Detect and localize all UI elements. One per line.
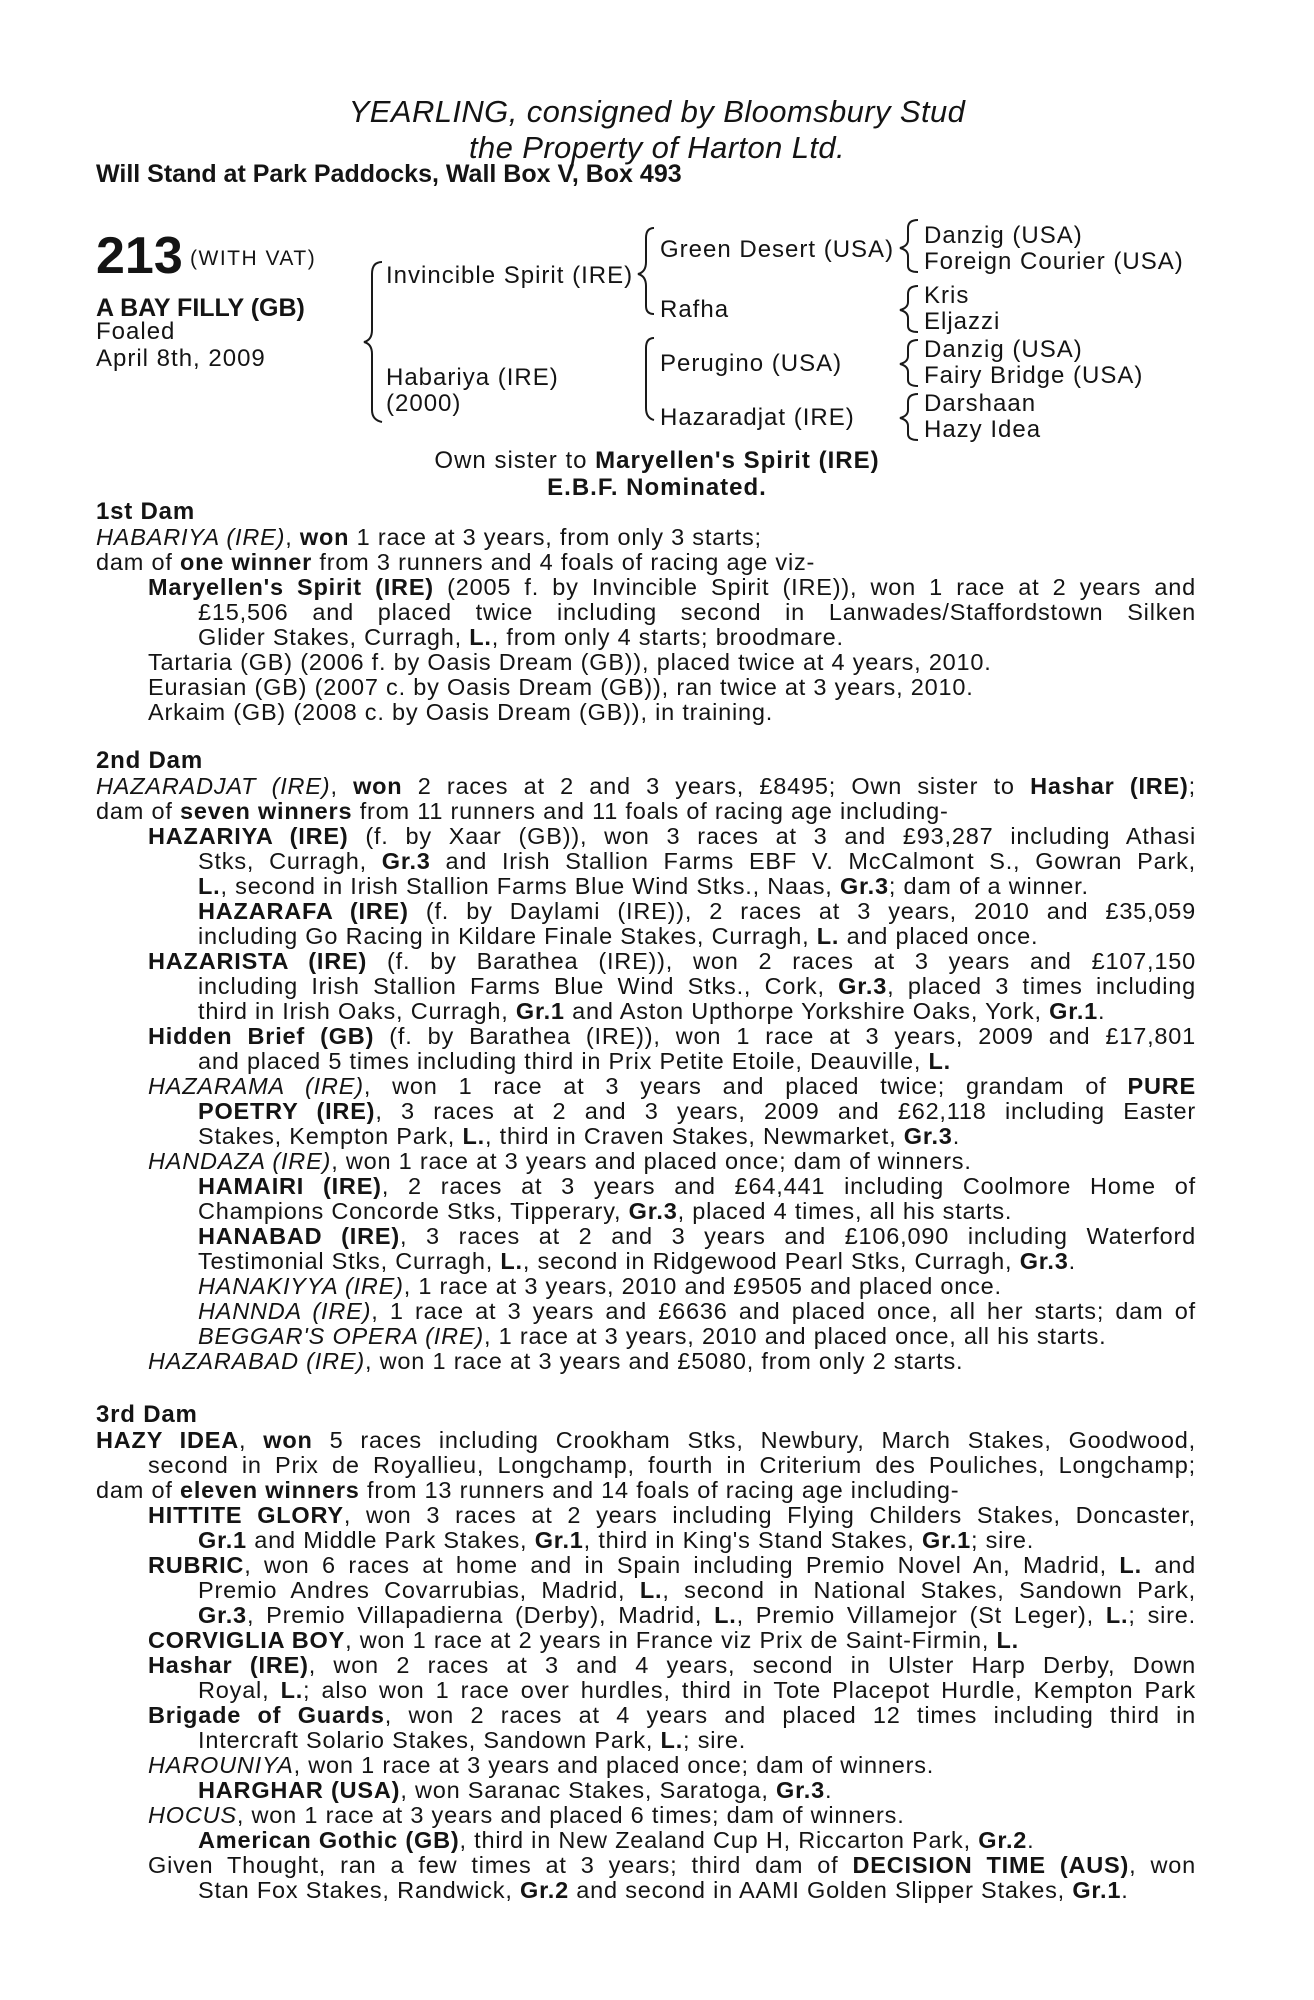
bold-run: Gr.3 [381, 848, 431, 874]
text-run: Stakes, Kempton Park, [198, 1123, 463, 1149]
text-line [96, 1528, 1196, 1553]
text-run: , [239, 1427, 264, 1453]
bold-run: L. [714, 1602, 737, 1628]
third-dam-title: 3rd Dam [96, 1401, 198, 1428]
second-dam-title: 2nd Dam [96, 747, 203, 774]
text-run: , second in Irish Stallion Farms Blue Wind Stks., Naas, [220, 873, 840, 899]
text-run: 1 race at 3 years, from only 3 starts; [349, 524, 762, 550]
text-run: including Go Racing in Kildare Finale Stakes, Curragh, [198, 923, 817, 949]
italic-run: HOCUS [148, 1802, 237, 1828]
text-line [96, 1803, 1196, 1828]
text-run: , won 1 race at 3 years and placed twice; grandam of [363, 1073, 1128, 1099]
text-run: , from only 4 starts; broodmare. [491, 624, 844, 650]
text-run: Stks, Curragh, [198, 848, 382, 874]
text-run: , won 3 races at 2 years including Flying Childers Stakes, Doncaster, [343, 1502, 1196, 1528]
pedigree-dam-dam: Hazaradjat (IRE) [660, 404, 855, 431]
text-run: 2 races at 2 and 3 years, £8495; Own sister to [402, 773, 1031, 799]
bold-run: L. [280, 1677, 304, 1703]
bold-run: Hidden Brief (GB) [148, 1023, 375, 1049]
text-line [96, 1149, 1196, 1174]
bold-run: Gr.1 [515, 998, 565, 1024]
text-run: (f. by Daylami (IRE)), 2 races at 3 years, 2010 and £35,059 [408, 898, 1196, 924]
bold-run: won [299, 524, 350, 550]
text-run: , third in New Zealand Cup H, Riccarton Park, [459, 1827, 979, 1853]
text-run: , 1 race at 3 years, 2010 and £9505 and placed once. [403, 1273, 1002, 1299]
text-run: ; dam of a winner. [888, 873, 1089, 899]
pedigree-sds: Kris [924, 282, 970, 309]
pedigree-sire: Invincible Spirit (IRE) [386, 262, 634, 289]
italic-run: HANDAZA (IRE) [148, 1148, 332, 1174]
text-run: ; sire. [970, 1527, 1035, 1553]
text-run: . [1121, 1877, 1129, 1903]
text-run: £15,506 and placed twice including second in Lanwades/Staffordstown Silken [198, 599, 1196, 625]
bold-run: L. [660, 1727, 684, 1753]
bold-run: Gr.3 [628, 1198, 678, 1224]
text-line [96, 1578, 1196, 1603]
bold-run: Gr.1 [1072, 1877, 1122, 1903]
bold-run: L. [462, 1123, 485, 1149]
text-run: , won Saranac Stakes, Saratoga, [400, 1777, 777, 1803]
text-line [96, 1603, 1196, 1628]
text-line [96, 650, 1196, 675]
text-run: , 1 race at 3 years, 2010 and placed once, all his starts. [484, 1323, 1107, 1349]
text-run: . [1068, 1248, 1076, 1274]
text-line [96, 1828, 1196, 1853]
bold-run: Gr.1 [198, 1527, 247, 1553]
bold-run: American Gothic (GB) [198, 1827, 460, 1853]
bold-run: Gr.1 [1049, 998, 1099, 1024]
pedigree-ddd: Hazy Idea [924, 416, 1042, 443]
text-run: and Aston Upthorpe Yorkshire Oaks, York, [564, 998, 1050, 1024]
text-run: Arkaim (GB) (2008 c. by Oasis Dream (GB)), in training. [148, 699, 774, 725]
text-line [96, 1753, 1196, 1778]
text-run: , third in Craven Stakes, Newmarket, [484, 1123, 904, 1149]
text-line [96, 525, 1196, 550]
text-run: , 3 races at 2 and 3 years and £106,090 including Waterford [399, 1223, 1196, 1249]
text-run: , 1 race at 3 years and £6636 and placed once, all her starts; dam of [371, 1298, 1196, 1324]
text-line [96, 999, 1196, 1024]
pedigree-dsd: Fairy Bridge (USA) [924, 362, 1144, 389]
bold-run: Gr.3 [903, 1123, 953, 1149]
text-run: dam of [96, 798, 180, 824]
text-line [96, 1274, 1196, 1299]
text-run: (f. by Barathea (IRE)), won 1 race at 3 years, 2009 and £17,801 [374, 1023, 1197, 1049]
text-run: . [952, 1123, 961, 1149]
lot-number: 213 [96, 227, 183, 285]
text-run: including Irish Stallion Farms Blue Wind Stks., Cork, [198, 973, 839, 999]
text-line [96, 1224, 1196, 1249]
bold-run: one winner [179, 549, 313, 575]
text-line [96, 600, 1196, 625]
text-line [96, 899, 1196, 924]
bold-run: Maryellen's Spirit (IRE) [148, 574, 434, 600]
sister-note [0, 447, 1314, 475]
italic-run: HANAKIYYA (IRE) [198, 1273, 404, 1299]
bold-run: Gr.1 [534, 1527, 584, 1553]
text-run: , 2 races at 3 years and £64,441 including Coolmore Home of [381, 1173, 1196, 1199]
bold-run: L. [1105, 1602, 1129, 1628]
text-run: , Premio Villapadierna (Derby), Madrid, [246, 1602, 715, 1628]
text-run: . [1027, 1827, 1035, 1853]
text-line [96, 1099, 1196, 1124]
text-run: , won 1 race at 3 years and £5080, from only 2 starts. [365, 1348, 964, 1374]
text-line [96, 675, 1196, 700]
text-run: Tartaria (GB) (2006 f. by Oasis Dream (GB)), placed twice at 4 years, 2010. [148, 649, 992, 675]
text-line [96, 974, 1196, 999]
bold-run: L. [928, 1048, 952, 1074]
italic-run: HANNDA (IRE) [198, 1298, 372, 1324]
bold-run: CORVIGLIA BOY [148, 1627, 346, 1653]
bold-run: Gr.3 [776, 1777, 825, 1803]
text-run: , won 1 race at 3 years and placed once; dam of winners. [331, 1148, 972, 1174]
bold-run: eleven winners [179, 1477, 360, 1503]
text-line [96, 774, 1196, 799]
text-run: ; [1188, 773, 1196, 799]
first-dam-section [96, 499, 1196, 725]
sister-prefix: Own sister to [434, 447, 596, 474]
text-line [96, 1124, 1196, 1149]
text-line [96, 874, 1196, 899]
consignment-line: YEARLING, consigned by Bloomsbury Stud [348, 94, 966, 129]
bold-run: Gr.3 [198, 1602, 247, 1628]
bold-run: HAZY IDEA [96, 1427, 240, 1453]
text-run: ; also won 1 race over hurdles, third in Tote Placepot Hurdle, Kempton Park [303, 1677, 1196, 1703]
bold-run: HANABAD (IRE) [198, 1223, 400, 1249]
text-line [96, 1299, 1196, 1324]
text-run: dam of [96, 549, 180, 575]
bold-run: won [263, 1427, 313, 1453]
text-run: Eurasian (GB) (2007 c. by Oasis Dream (GB)), ran twice at 3 years, 2010. [148, 674, 974, 700]
text-run: and Middle Park Stakes, [246, 1527, 535, 1553]
lot-title: A BAY FILLY (GB) [96, 294, 305, 322]
text-run: , placed 3 times including [887, 973, 1196, 999]
text-line [96, 1453, 1196, 1478]
text-run: Glider Stakes, Curragh, [198, 624, 470, 650]
text-line [96, 1478, 1196, 1503]
text-line [96, 625, 1196, 650]
bold-run: Gr.3 [838, 973, 888, 999]
italic-run: HAZARABAD (IRE) [148, 1348, 365, 1374]
pedigree-dss: Danzig (USA) [924, 336, 1083, 363]
text-line [96, 849, 1196, 874]
text-run: Premio Andres Covarrubias, Madrid, [198, 1577, 640, 1603]
text-line [96, 1653, 1196, 1678]
text-line [96, 1024, 1196, 1049]
text-line [96, 824, 1196, 849]
bold-run: DECISION TIME (AUS) [852, 1852, 1130, 1878]
bold-run: Gr.2 [520, 1877, 569, 1903]
text-run: ; sire. [1128, 1602, 1196, 1628]
bold-run: L. [1119, 1552, 1142, 1578]
text-run: ; sire. [683, 1727, 747, 1753]
second-dam-section [96, 748, 1196, 1374]
text-line [96, 1349, 1196, 1374]
text-line [96, 1074, 1196, 1099]
text-run: Intercraft Solario Stakes, Sandown Park, [198, 1727, 661, 1753]
pedigree-dam: Habariya (IRE) [386, 364, 559, 391]
pedigree-dam-sire: Perugino (USA) [660, 350, 843, 377]
bold-run: HAZARIYA (IRE) [148, 823, 349, 849]
bold-run: Gr.3 [839, 873, 889, 899]
text-run: , third in King's Stand Stakes, [583, 1527, 923, 1553]
bold-run: HAZARAFA (IRE) [198, 898, 409, 924]
bold-run: Gr.2 [978, 1827, 1028, 1853]
sister-name: Maryellen's Spirit (IRE) [595, 447, 880, 474]
bold-run: Hashar (IRE) [148, 1652, 309, 1678]
text-line [96, 1678, 1196, 1703]
third-dam-section [96, 1402, 1196, 1903]
text-line [96, 550, 1196, 575]
text-line [96, 575, 1196, 600]
text-line [96, 799, 1196, 824]
text-run: , second in National Stakes, Sandown Park, [662, 1577, 1196, 1603]
bold-run: Gr.3 [1019, 1248, 1069, 1274]
text-run: , [330, 773, 354, 799]
text-run: second in Prix de Royallieu, Longchamp, fourth in Criterium des Pouliches, Longchamp; [148, 1452, 1196, 1478]
pedigree-sire-dam: Rafha [660, 296, 730, 323]
text-run: Champions Concorde Stks, Tipperary, [198, 1198, 629, 1224]
text-run: (2005 f. by Invincible Spirit (IRE)), won 1 race at 2 years and [433, 574, 1196, 600]
text-line [96, 1853, 1196, 1878]
pedigree-dam-year: (2000) [386, 390, 462, 417]
text-run: from 11 runners and 11 foals of racing age including- [352, 798, 949, 824]
bold-run: L. [469, 624, 492, 650]
bold-run: seven winners [179, 798, 353, 824]
text-run: 5 races including Crookham Stks, Newbury, March Stakes, Goodwood, [312, 1427, 1196, 1453]
text-run: and second in AAMI Golden Slipper Stakes, [568, 1877, 1073, 1903]
text-run: and placed 5 times including third in Prix Petite Etoile, Deauville, [198, 1048, 929, 1074]
bold-run: HAZARISTA (IRE) [148, 948, 368, 974]
text-run: , won 6 races at home and in Spain including Premio Novel An, Madrid, [244, 1552, 1120, 1578]
text-line [96, 1778, 1196, 1803]
text-line [96, 1878, 1196, 1903]
pedigree-sdd: Eljazzi [924, 308, 1001, 335]
bold-run: HAMAIRI (IRE) [198, 1173, 382, 1199]
text-run: Testimonial Stks, Curragh, [198, 1248, 501, 1274]
text-line [96, 1174, 1196, 1199]
text-line [96, 1249, 1196, 1274]
foaled-label: Foaled [96, 318, 176, 345]
text-run: Stan Fox Stakes, Randwick, [198, 1877, 521, 1903]
text-run: , placed 4 times, all his starts. [677, 1198, 1013, 1224]
text-line [96, 1553, 1196, 1578]
pedigree-dds: Darshaan [924, 390, 1037, 417]
foaled-date: April 8th, 2009 [96, 345, 266, 372]
text-run: third in Irish Oaks, Curragh, [198, 998, 516, 1024]
bold-run: L. [198, 873, 221, 899]
bold-run: L. [996, 1627, 1019, 1653]
text-line [96, 949, 1196, 974]
text-run: , won 1 race at 3 years and placed once; dam of winners. [293, 1752, 935, 1778]
bold-run: L. [639, 1577, 663, 1603]
bold-run: L. [816, 923, 840, 949]
ownership-line: the Property of Harton Ltd. [468, 130, 846, 165]
text-run: , won 1 race at 3 years and placed 6 times; dam of winners. [236, 1802, 905, 1828]
first-dam-title: 1st Dam [96, 498, 195, 525]
text-run: from 13 runners and 14 foals of racing age including- [359, 1477, 960, 1503]
text-line [96, 1324, 1196, 1349]
bold-run: PURE [1127, 1073, 1196, 1099]
italic-run: HAZARADJAT (IRE) [96, 773, 331, 799]
text-run: (f. by Barathea (IRE)), won 2 races at 3 years and £107,150 [367, 948, 1196, 974]
text-run: and Irish Stallion Farms EBF V. McCalmont S., Gowran Park, [430, 848, 1196, 874]
bold-run: won [353, 773, 403, 799]
text-run: dam of [96, 1477, 180, 1503]
italic-run: BEGGAR'S OPERA (IRE) [198, 1323, 484, 1349]
pedigree-sire-sire: Green Desert (USA) [660, 236, 895, 263]
text-run: , second in Ridgewood Pearl Stks, Curragh, [522, 1248, 1020, 1274]
text-line [96, 1199, 1196, 1224]
text-run: . [824, 1777, 833, 1803]
bold-run: RUBRIC [148, 1552, 245, 1578]
text-run: , won 2 races at 3 and 4 years, second in Ulster Harp Derby, Down [308, 1652, 1196, 1678]
bold-run: HARGHAR (USA) [198, 1777, 401, 1803]
bold-run: Hashar (IRE) [1030, 773, 1189, 799]
text-run: and [1141, 1552, 1196, 1578]
pedigree-brackets [0, 0, 1314, 460]
italic-run: HAROUNIYA [148, 1752, 294, 1778]
bold-run: Brigade of Guards [148, 1702, 385, 1728]
bold-run: L. [500, 1248, 523, 1274]
pedigree-ssd: Foreign Courier (USA) [924, 248, 1184, 275]
text-line [96, 924, 1196, 949]
ebf-note: E.B.F. Nominated. [547, 474, 767, 501]
text-run: Royal, [198, 1677, 281, 1703]
text-run: , won 2 races at 4 years and placed 12 times including third in [384, 1702, 1196, 1728]
text-run: , [285, 524, 300, 550]
text-line [96, 1049, 1196, 1074]
stand-location: Will Stand at Park Paddocks, Wall Box V, Box 493 [96, 160, 682, 188]
text-line [96, 1428, 1196, 1453]
text-line [96, 1728, 1196, 1753]
bold-run: HITTITE GLORY [148, 1502, 344, 1528]
text-run: from 3 runners and 4 foals of racing age viz- [312, 549, 816, 575]
bold-run: Gr.1 [922, 1527, 971, 1553]
text-run: (f. by Xaar (GB)), won 3 races at 3 and £93,287 including Athasi [348, 823, 1196, 849]
italic-run: HABARIYA (IRE) [96, 524, 286, 550]
text-run: , won 1 race at 2 years in France viz Prix de Saint-Firmin, [345, 1627, 997, 1653]
text-run: and placed once. [839, 923, 1039, 949]
text-run: . [1098, 998, 1106, 1024]
text-run: , won [1129, 1852, 1196, 1878]
text-run: Given Thought, ran a few times at 3 years; third dam of [148, 1852, 853, 1878]
text-line [96, 1703, 1196, 1728]
pedigree-sss: Danzig (USA) [924, 222, 1083, 249]
text-line [96, 700, 1196, 725]
text-line [96, 1628, 1196, 1653]
text-run: , Premio Villamejor (St Leger), [736, 1602, 1106, 1628]
italic-run: HAZARAMA (IRE) [148, 1073, 364, 1099]
text-line [96, 1503, 1196, 1528]
bold-run: POETRY (IRE) [198, 1098, 376, 1124]
vat-note: (WITH VAT) [190, 247, 317, 270]
text-run: , 3 races at 2 and 3 years, 2009 and £62,118 including Easter [375, 1098, 1196, 1124]
